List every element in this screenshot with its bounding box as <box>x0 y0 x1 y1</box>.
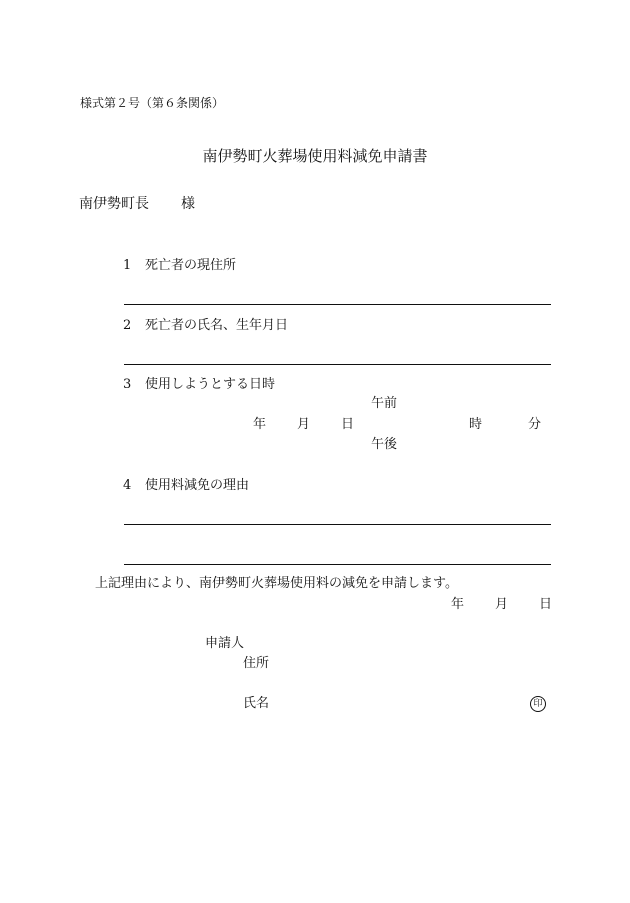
submission-month: 月 <box>495 597 509 612</box>
item-4-answer-line-2[interactable] <box>124 564 551 565</box>
datetime-day: 日 <box>341 417 355 432</box>
datetime-month: 月 <box>297 417 311 432</box>
item-2-label: 死亡者の氏名、生年月日 <box>145 318 289 333</box>
item-1-answer-line[interactable] <box>124 304 551 305</box>
item-2-answer-line[interactable] <box>124 364 551 365</box>
item-4-label: 使用料減免の理由 <box>145 478 250 493</box>
form-title: 南伊勢町火葬場使用料減免申請書 <box>202 147 428 165</box>
item-1-label: 死亡者の現住所 <box>145 258 237 273</box>
datetime-year: 年 <box>253 417 267 432</box>
form-number: 様式第２号（第６条関係） <box>80 96 225 110</box>
pm-label: 午後 <box>371 437 398 452</box>
item-4-number: 4 <box>123 478 132 493</box>
addressee: 南伊勢町長 <box>79 196 149 212</box>
applicant-heading: 申請人 <box>205 636 245 651</box>
application-statement: 上記理由により、南伊勢町火葬場使用料の減免を申請します。 <box>95 576 458 591</box>
submission-year: 年 <box>451 597 465 612</box>
honorific: 様 <box>181 196 195 212</box>
item-2-number: 2 <box>123 318 132 333</box>
item-3-number: 3 <box>123 377 132 392</box>
am-label: 午前 <box>371 396 398 411</box>
submission-day: 日 <box>539 597 553 612</box>
seal-mark-icon: 印 <box>530 696 546 712</box>
applicant-address-label: 住所 <box>243 656 270 671</box>
item-4-answer-line-1[interactable] <box>124 524 551 525</box>
datetime-hour: 時 <box>469 417 483 432</box>
applicant-name-label: 氏名 <box>243 696 270 711</box>
item-3-label: 使用しようとする日時 <box>145 377 276 392</box>
datetime-minute: 分 <box>528 417 542 432</box>
item-1-number: 1 <box>123 258 132 273</box>
